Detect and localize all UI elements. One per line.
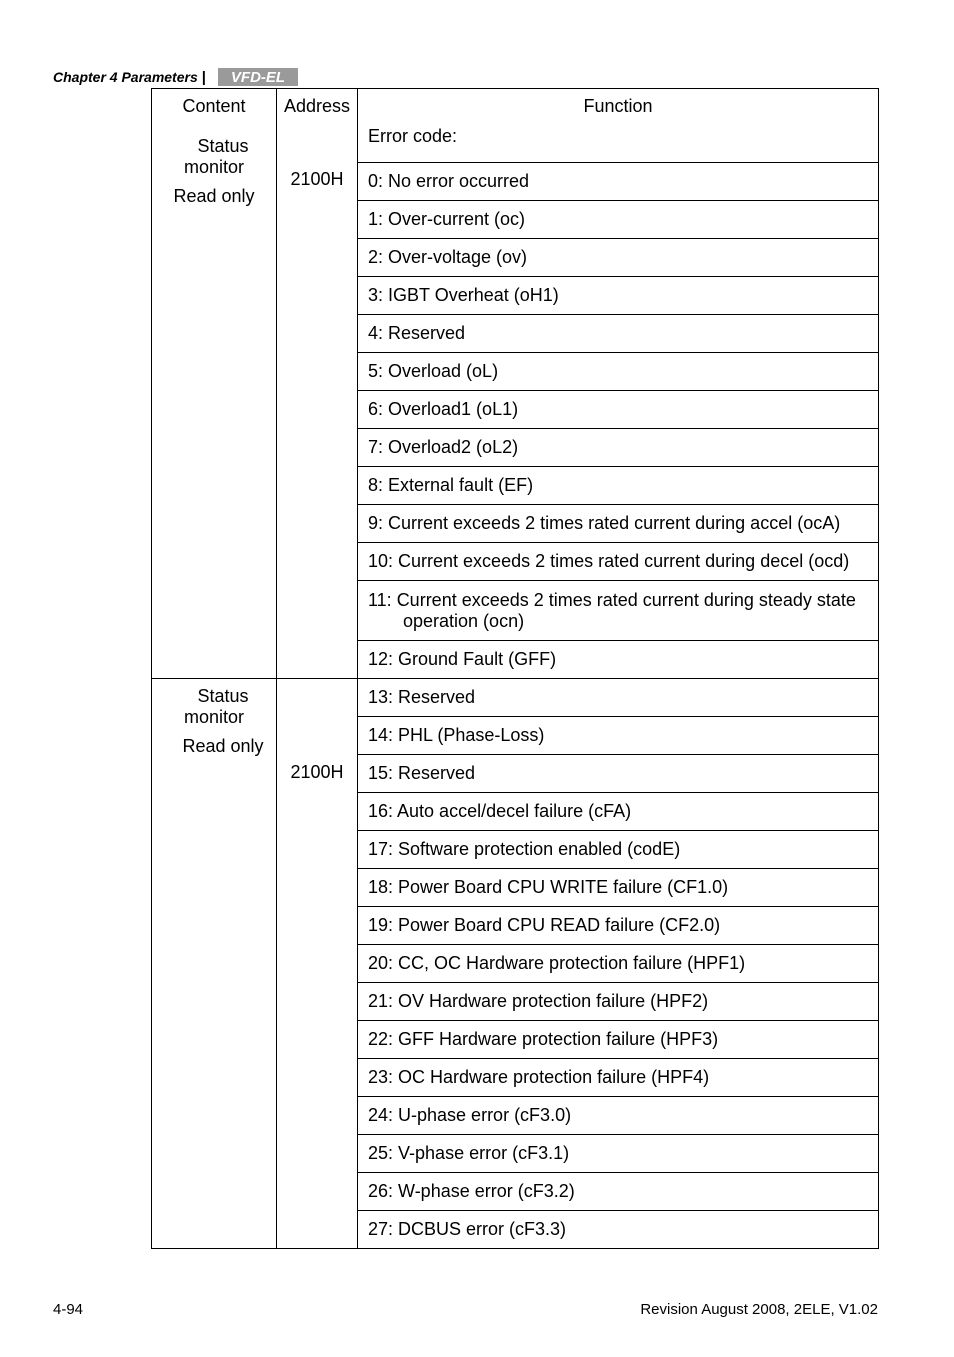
error-code-subheading: Error code:	[368, 126, 458, 146]
header-separator: |	[201, 68, 206, 86]
block2-address-cell	[277, 679, 358, 1249]
block1-content-readonly: Read only	[173, 186, 255, 206]
function-cell: 5: Overload (oL)	[358, 353, 879, 391]
block1-content-monitor: monitor	[183, 157, 245, 177]
table-row	[152, 679, 879, 717]
function-cell: 0: No error occurred	[358, 163, 879, 201]
block1-address-value: 2100H	[290, 169, 344, 189]
function-cell: 1: Over-current (oc)	[358, 201, 879, 239]
content-column-header: Content	[182, 96, 246, 116]
function-cell: 16: Auto accel/decel failure (cFA)	[358, 793, 879, 831]
block2-content-status: Status	[197, 686, 249, 706]
function-line-continuation: operation (ocn)	[403, 610, 525, 631]
function-cell: 21: OV Hardware protection failure (HPF2)	[358, 983, 879, 1021]
chapter-title: Chapter 4 Parameters	[53, 69, 198, 85]
function-cell: 8: External fault (EF)	[358, 467, 879, 505]
function-cell: 24: U-phase error (cF3.0)	[358, 1097, 879, 1135]
block2-content-monitor: monitor	[183, 707, 245, 727]
revision-note: Revision August 2008, 2ELE, V1.02	[640, 1301, 878, 1318]
parameter-table	[151, 88, 879, 1249]
block2-content-cell	[152, 679, 277, 1249]
function-cell: 2: Over-voltage (ov)	[358, 239, 879, 277]
function-cell: 22: GFF Hardware protection failure (HPF3)	[358, 1021, 879, 1059]
function-cell: 12: Ground Fault (GFF)	[358, 641, 879, 679]
block1-address-cell	[277, 89, 358, 679]
function-cell: 20: CC, OC Hardware protection failure (HPF1)	[358, 945, 879, 983]
function-header-cell	[358, 89, 879, 163]
function-cell: 25: V-phase error (cF3.1)	[358, 1135, 879, 1173]
function-cell: 10: Current exceeds 2 times rated current during decel (ocd)	[358, 543, 879, 581]
page-header	[53, 66, 298, 88]
function-cell: 13: Reserved	[358, 679, 879, 717]
function-cell: 7: Overload2 (oL2)	[358, 429, 879, 467]
function-cell: 18: Power Board CPU WRITE failure (CF1.0)	[358, 869, 879, 907]
block1-content-cell	[152, 89, 277, 679]
function-cell: 4: Reserved	[358, 315, 879, 353]
function-cell: 3: IGBT Overheat (oH1)	[358, 277, 879, 315]
block2-address-value: 2100H	[290, 762, 344, 782]
vfd-el-logo	[218, 68, 298, 86]
address-column-header: Address	[283, 96, 351, 116]
function-line: 11: Current exceeds 2 times rated current during steady state	[368, 589, 856, 610]
function-cell: 14: PHL (Phase-Loss)	[358, 717, 879, 755]
function-cell: 27: DCBUS error (cF3.3)	[358, 1211, 879, 1249]
block1-header-row	[152, 89, 879, 163]
function-cell: 19: Power Board CPU READ failure (CF2.0)	[358, 907, 879, 945]
function-cell-multiline	[358, 581, 879, 641]
function-column-header: Function	[583, 96, 653, 116]
logo-text: VFD-EL	[230, 69, 286, 86]
function-cell: 9: Current exceeds 2 times rated current during accel (ocA)	[358, 505, 879, 543]
function-cell: 6: Overload1 (oL1)	[358, 391, 879, 429]
function-cell: 15: Reserved	[358, 755, 879, 793]
block1-content-status: Status	[197, 136, 249, 156]
block2-content-readonly: Read only	[182, 736, 264, 756]
function-cell: 17: Software protection enabled (codE)	[358, 831, 879, 869]
function-cell: 26: W-phase error (cF3.2)	[358, 1173, 879, 1211]
page-number: 4-94	[53, 1301, 84, 1318]
function-cell: 23: OC Hardware protection failure (HPF4)	[358, 1059, 879, 1097]
